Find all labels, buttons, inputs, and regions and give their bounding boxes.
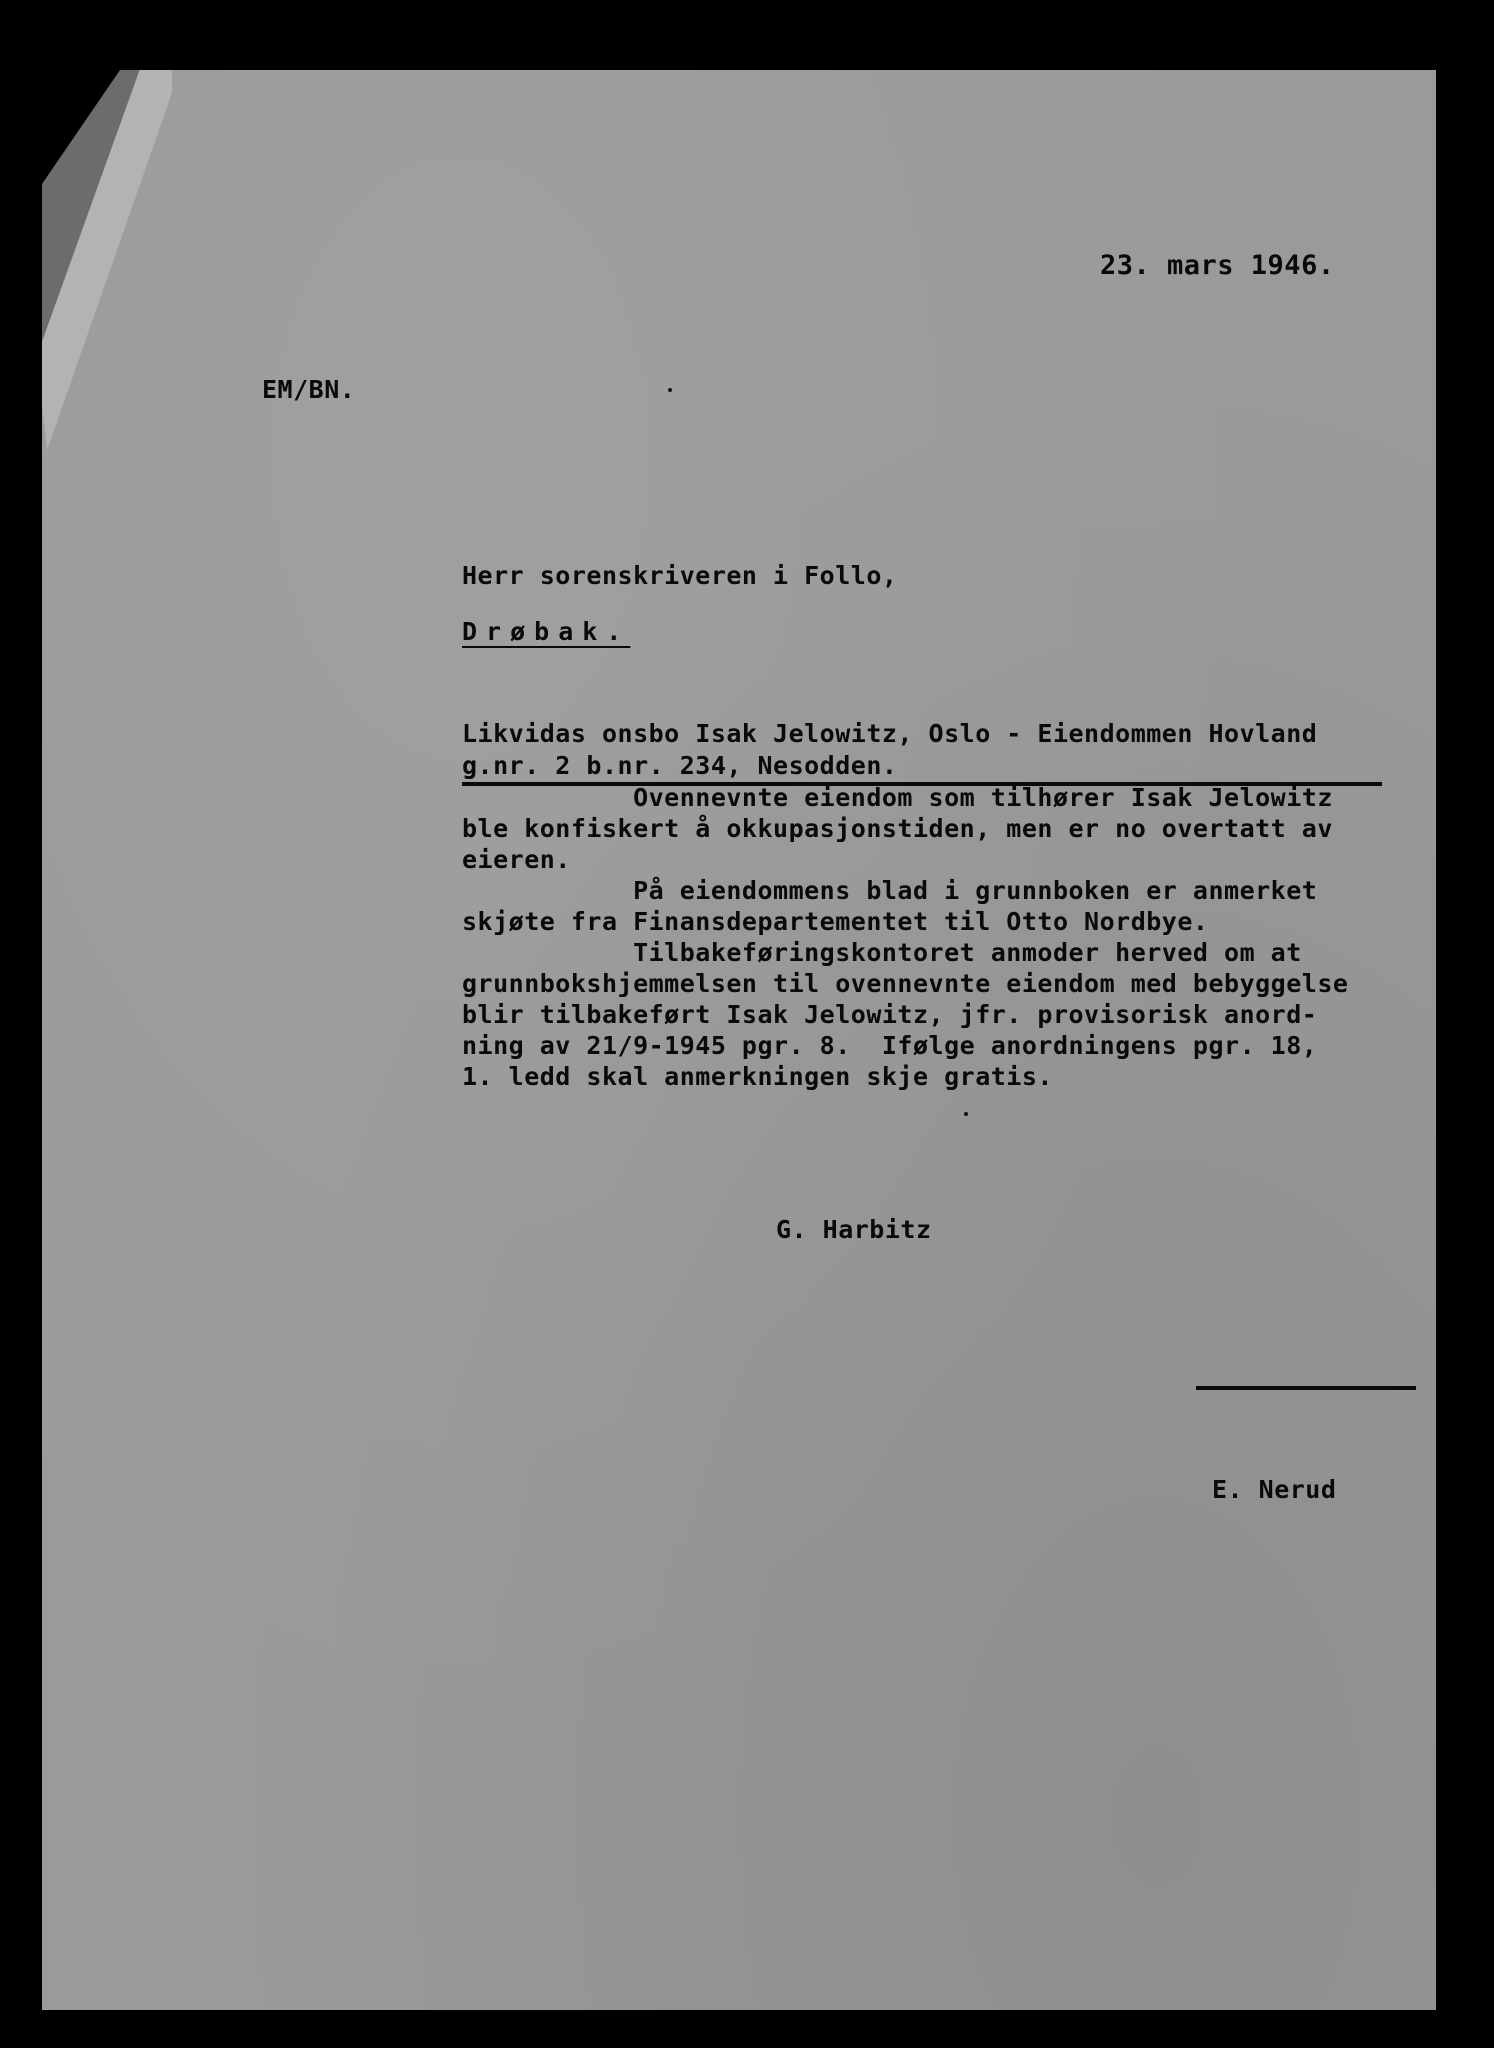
letter-date: 23. mars 1946. <box>1100 250 1335 281</box>
reference-initials: EM/BN. <box>262 375 356 404</box>
subject-line-2: g.nr. 2 b.nr. 234, Nesodden. <box>462 751 898 780</box>
ink-speck <box>668 388 672 392</box>
signature-rule <box>1196 1386 1416 1390</box>
addressee-city: Drøbak. <box>462 617 631 646</box>
subject-line: Likvidas onsbo Isak Jelowitz, Oslo - Eiendommen Hovland <box>462 719 1318 748</box>
signature-secondary: E. Nerud <box>1212 1475 1337 1504</box>
signature: G. Harbitz <box>776 1215 932 1244</box>
addressee: Herr sorenskriveren i Follo, <box>462 561 898 590</box>
ink-speck <box>964 1112 968 1116</box>
letter-body: Ovennevnte eiendom som tilhører Isak Jelowitz ble konfiskert å okkupasjonstiden, men er no overtatt av eieren. På eiendommens blad i grunnboken er anmerket skjøte fra Finansdepartementet til Otto Nordbye. Tilbakeføringskontoret anmoder herved om at grunnbokshjemmelsen til ovennevnte eiendom med bebyggelse blir tilbakeført Isak Jelowitz, jfr. provisorisk anord- ning av 21/9-1945 pgr. 8. Ifølge anordningens pgr. 18, 1. ledd skal anmerkningen skje gratis. <box>462 783 1349 1091</box>
